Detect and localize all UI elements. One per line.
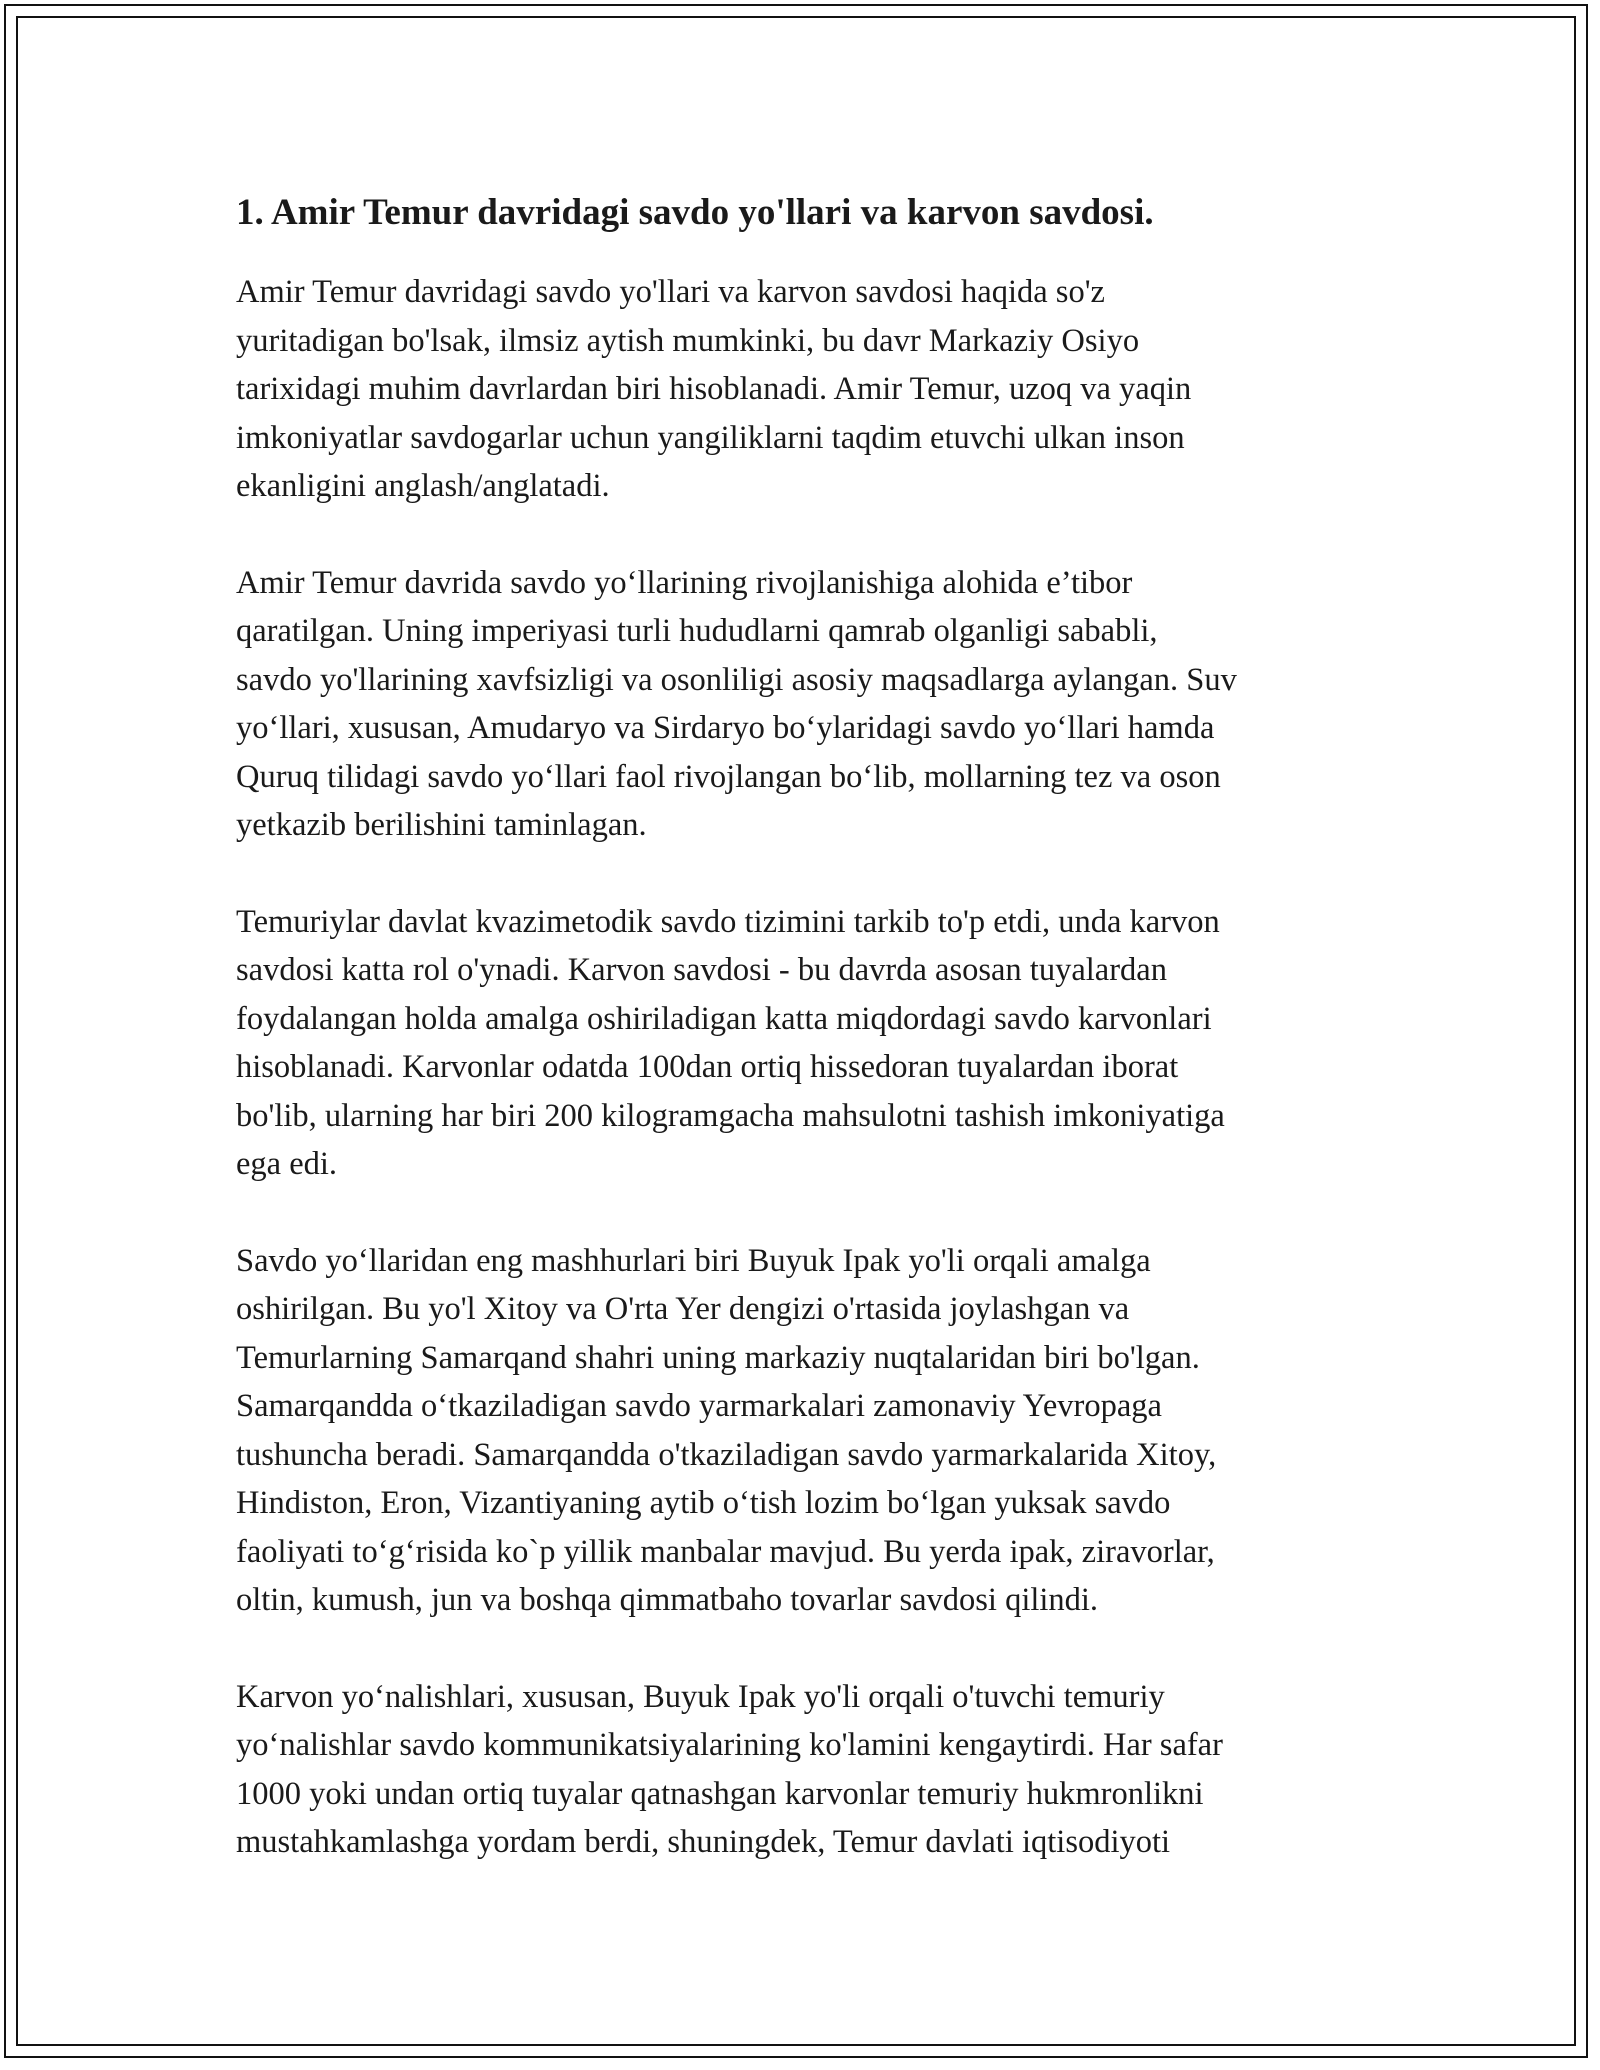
text-line: tushuncha beradi. Samarqandda o'tkaziladigan savdo yarmarkalarida Xitoy, xyxy=(236,1436,1217,1473)
text-line: ega edi. xyxy=(236,1146,338,1182)
text-line: yuritadigan bo'lsak, ilmsiz aytish mumkinki, bu davr Markaziy Osiyo xyxy=(236,322,1140,359)
body-paragraph xyxy=(236,559,1366,850)
text-line: Amir Temur davridagi savdo yo'llari va karvon savdosi haqida so'z xyxy=(236,274,1105,310)
text-line: tarixidagi muhim davrlardan biri hisoblanadi. Amir Temur, uzoq va yaqin xyxy=(236,371,1192,407)
body-paragraph xyxy=(236,1673,1366,1867)
text-line: Quruq tilidagi savdo yo‘llari faol rivojlangan bo‘lib, mollarning tez va oson xyxy=(236,758,1221,795)
text-line: Samarqandda o‘tkaziladigan savdo yarmarkalari zamonaviy Yevropaga xyxy=(236,1388,1162,1424)
text-line: savdo yo'llarining xavfsizligi va osonliligi asosiy maqsadlarga aylangan. Suv xyxy=(236,661,1237,698)
body-paragraph xyxy=(236,898,1366,1189)
text-line: yetkazib berilishini taminlagan. xyxy=(236,807,647,843)
text-line: hisoblanadi. Karvonlar odatda 100dan ortiq hissedoran tuyalardan iborat xyxy=(236,1049,1179,1085)
text-line: Hindiston, Eron, Vizantiyaning aytib o‘tish lozim bo‘lgan yuksak savdo xyxy=(236,1485,1171,1521)
text-line: yo‘nalishlar savdo kommunikatsiyalarining ko'lamini kengaytirdi. Har safar xyxy=(236,1727,1223,1763)
text-line: savdosi katta rol o'ynadi. Karvon savdosi - bu davrda asosan tuyalardan xyxy=(236,952,1167,988)
text-line: Karvon yo‘nalishlari, xususan, Buyuk Ipak yo'li orqali o'tuvchi temuriy xyxy=(236,1678,1165,1715)
text-line: mustahkamlashga yordam berdi, shuningdek, Temur davlati iqtisodiyoti xyxy=(236,1824,1171,1860)
paragraph-list xyxy=(236,268,1366,1867)
text-line: qaratilgan. Uning imperiyasi turli hududlarni qamrab olganligi sababli, xyxy=(236,613,1158,649)
section-heading: 1. Amir Temur davridagi savdo yo'llari va karvon savdosi. xyxy=(236,192,1154,233)
text-line: faoliyati to‘g‘risida ko`p yillik manbalar mavjud. Bu yerda ipak, ziravorlar, xyxy=(236,1533,1215,1570)
text-line: ekanligini anglash/anglatadi. xyxy=(236,468,610,504)
text-line: Temuriylar davlat kvazimetodik savdo tizimini tarkib to'p etdi, unda karvon xyxy=(236,903,1220,940)
text-line: bo'lib, ularning har biri 200 kilogramgacha mahsulotni tashish imkoniyatiga xyxy=(236,1097,1225,1134)
text-line: Temurlarning Samarqand shahri uning markaziy nuqtalaridan biri bo'lgan. xyxy=(236,1339,1200,1376)
document-body xyxy=(236,188,1366,1915)
text-line: 1000 yoki undan ortiq tuyalar qatnashgan karvonlar temuriy hukmronlikni xyxy=(236,1775,1204,1812)
text-line: Amir Temur davrida savdo yo‘llarining rivojlanishiga alohida e’tibor xyxy=(236,564,1133,601)
body-paragraph xyxy=(236,268,1366,511)
text-line: oltin, kumush, jun va boshqa qimmatbaho tovarlar savdosi qilindi. xyxy=(236,1582,1099,1618)
text-line: foydalangan holda amalga oshiriladigan katta miqdordagi savdo karvonlari xyxy=(236,1000,1212,1037)
text-line: yo‘llari, xususan, Amudaryo va Sirdaryo bo‘ylaridagi savdo yo‘llari hamda xyxy=(236,710,1215,746)
text-line: Savdo yo‘llaridan eng mashhurlari biri Buyuk Ipak yo'li orqali amalga xyxy=(236,1242,1151,1279)
text-line: oshirilgan. Bu yo'l Xitoy va O'rta Yer dengizi o'rtasida joylashgan va xyxy=(236,1291,1130,1327)
text-line: imkoniyatlar savdogarlar uchun yangiliklarni taqdim etuvchi ulkan inson xyxy=(236,419,1185,456)
body-paragraph xyxy=(236,1237,1366,1625)
